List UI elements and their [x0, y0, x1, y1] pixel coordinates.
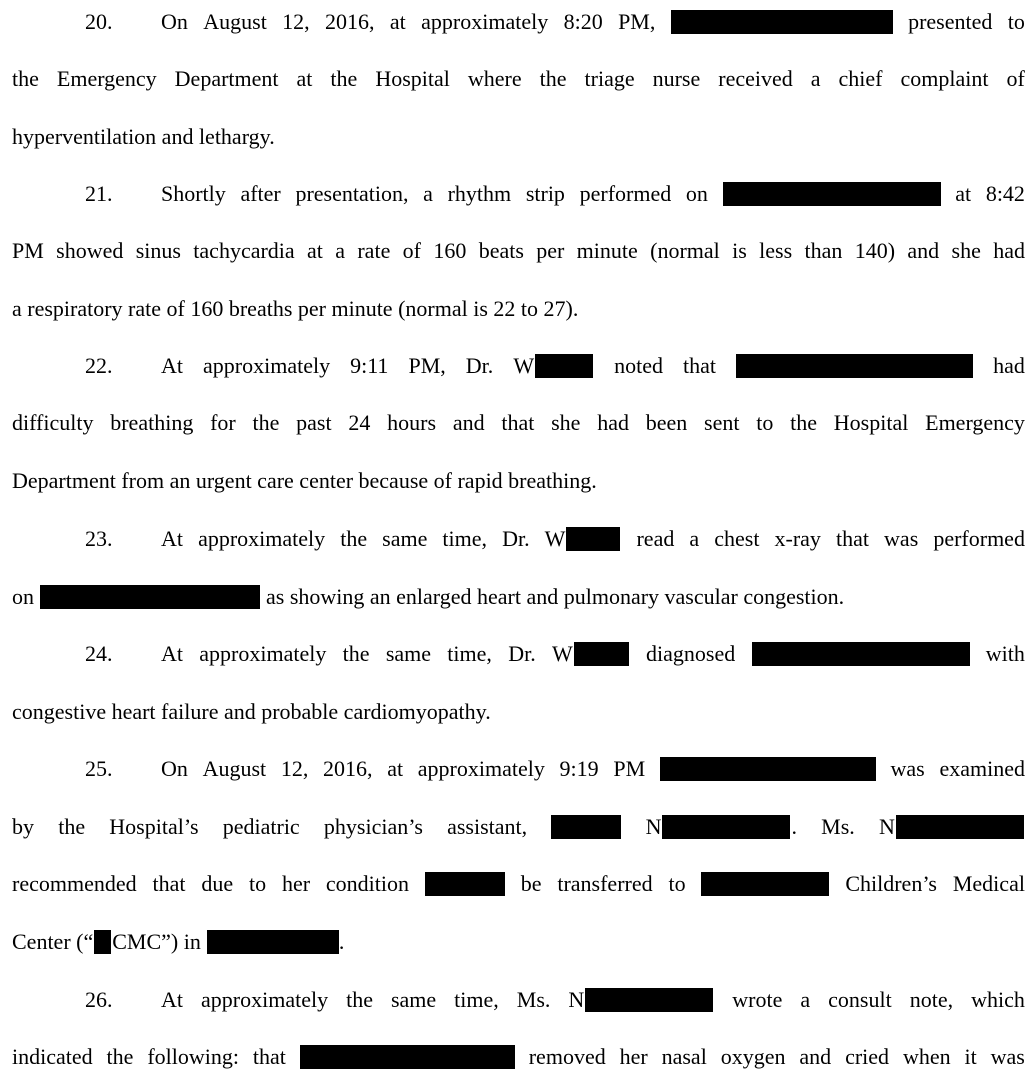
paragraph-23-line-2: on as showing an enlarged heart and pulmonary vascular congestion.: [12, 584, 845, 609]
redaction-bar: [736, 354, 973, 378]
redaction-bar: [752, 642, 970, 666]
paragraph-22-line-1: 22. At approximately 9:11 PM, Dr. W noted that had: [85, 351, 1025, 381]
paragraph-21-line-2: PM showed sinus tachycardia at a rate of 160 beats per minute (normal is less than 140) and she had: [12, 238, 1025, 263]
redaction-bar: [585, 988, 713, 1012]
paragraph-22-line-2: difficulty breathing for the past 24 hours and that she had been sent to the Hospital Emergency: [12, 410, 1025, 435]
redaction-bar: [574, 642, 629, 666]
paragraph-number: 21.: [85, 181, 113, 206]
paragraph-21-line-3: a respiratory rate of 160 breaths per minute (normal is 22 to 27).: [12, 296, 579, 321]
paragraph-25-line-4: Center (“ CMC”) in .: [12, 929, 345, 954]
redaction-bar: [40, 585, 260, 609]
paragraph-20-line-3: hyperventilation and lethargy.: [12, 124, 275, 149]
paragraph-number: 25.: [85, 756, 113, 781]
paragraph-26-line-1: 26. At approximately the same time, Ms. N wrote a consult note, which: [85, 985, 1025, 1015]
redaction-bar: [207, 930, 339, 954]
paragraph-number: 24.: [85, 641, 113, 666]
redaction-bar: [896, 815, 1024, 839]
redaction-bar: [425, 872, 505, 896]
redaction-bar: [566, 527, 620, 551]
redaction-bar: [723, 182, 941, 206]
redaction-bar: [671, 10, 893, 34]
redaction-bar: [535, 354, 593, 378]
paragraph-23-line-1: 23. At approximately the same time, Dr. W read a chest x-ray that was performed: [85, 524, 1025, 554]
paragraph-number: 26.: [85, 987, 113, 1012]
paragraph-24-line-2: congestive heart failure and probable cardiomyopathy.: [12, 699, 491, 724]
redaction-bar: [300, 1045, 515, 1069]
paragraph-20-line-2: the Emergency Department at the Hospital where the triage nurse received a chief complaint of: [12, 66, 1025, 91]
paragraph-number: 22.: [85, 353, 113, 378]
paragraph-24-line-1: 24. At approximately the same time, Dr. W diagnosed with: [85, 639, 1025, 669]
paragraph-26-line-2: indicated the following: that removed her nasal oxygen and cried when it was: [12, 1044, 1025, 1069]
paragraph-20-line-1: 20. On August 12, 2016, at approximately 8:20 PM, presented to: [85, 7, 1025, 37]
paragraph-number: 20.: [85, 9, 113, 34]
redaction-bar: [662, 815, 790, 839]
paragraph-21-line-1: 21. Shortly after presentation, a rhythm strip performed on at 8:42: [85, 179, 1025, 209]
paragraph-25-line-3: recommended that due to her condition be transferred to Children’s Medical: [12, 871, 1025, 896]
redaction-bar: [701, 872, 829, 896]
paragraph-22-line-3: Department from an urgent care center because of rapid breathing.: [12, 468, 597, 493]
paragraph-25-line-2: by the Hospital’s pediatric physician’s assistant, N . Ms. N: [12, 812, 1025, 842]
redaction-bar: [551, 815, 621, 839]
paragraph-25-line-1: 25. On August 12, 2016, at approximately 9:19 PM was examined: [85, 754, 1025, 784]
redaction-bar: [94, 930, 111, 954]
paragraph-number: 23.: [85, 526, 113, 551]
redaction-bar: [660, 757, 876, 781]
